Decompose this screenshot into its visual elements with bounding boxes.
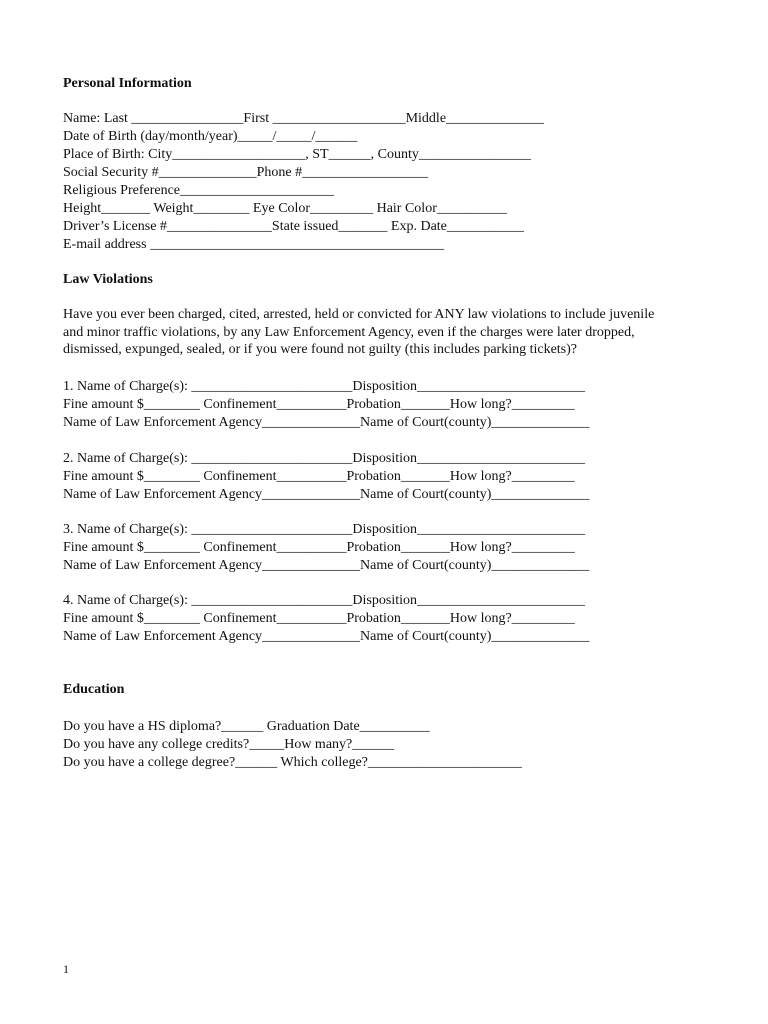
charge-4-fine-line[interactable]: Fine amount $________ Confinement__________Probation_______How long?_________ xyxy=(63,611,575,626)
college-credits-field-line[interactable]: Do you have any college credits?_____How many?______ xyxy=(63,737,395,752)
charge-3-agency-line[interactable]: Name of Law Enforcement Agency______________Name of Court(county)______________ xyxy=(63,558,590,573)
place-of-birth-field-line[interactable]: Place of Birth: City___________________, ST______, County________________ xyxy=(63,147,531,162)
charge-1-name-line[interactable]: 1. Name of Charge(s): _______________________Disposition________________________ xyxy=(63,379,585,394)
question-line: Have you ever been charged, cited, arrested, held or convicted for ANY law violations to include juvenile xyxy=(63,307,655,322)
email-field-line[interactable]: E-mail address __________________________________________ xyxy=(63,237,445,252)
charge-1-agency-line[interactable]: Name of Law Enforcement Agency______________Name of Court(county)______________ xyxy=(63,415,590,430)
question-line: dismissed, expunged, sealed, or if you were found not guilty (this includes parking tickets)? xyxy=(63,342,578,358)
charge-2-agency-line[interactable]: Name of Law Enforcement Agency______________Name of Court(county)______________ xyxy=(63,487,590,502)
charge-4-agency-line[interactable]: Name of Law Enforcement Agency______________Name of Court(county)______________ xyxy=(63,629,590,644)
charge-2-name-line[interactable]: 2. Name of Charge(s): _______________________Disposition________________________ xyxy=(63,451,585,466)
social-security-phone-field-line[interactable]: Social Security #______________Phone #__________________ xyxy=(63,165,429,180)
religious-preference-field-line[interactable]: Religious Preference______________________ xyxy=(63,183,335,198)
charge-2-fine-line[interactable]: Fine amount $________ Confinement__________Probation_______How long?_________ xyxy=(63,469,575,484)
law-violations-question xyxy=(63,306,723,359)
charge-1-fine-line[interactable]: Fine amount $________ Confinement__________Probation_______How long?_________ xyxy=(63,397,575,412)
hs-diploma-field-line[interactable]: Do you have a HS diploma?______ Graduation Date__________ xyxy=(63,719,430,734)
page-number: 1 xyxy=(63,962,69,976)
charge-4-name-line[interactable]: 4. Name of Charge(s): _______________________Disposition________________________ xyxy=(63,593,585,608)
personal-information-heading: Personal Information xyxy=(63,76,192,91)
drivers-license-field-line[interactable]: Driver’s License #_______________State issued_______ Exp. Date___________ xyxy=(63,219,524,234)
date-of-birth-field-line[interactable]: Date of Birth (day/month/year)_____/_____/______ xyxy=(63,129,358,144)
question-line: and minor traffic violations, by any Law Enforcement Agency, even if the charges were later dropped, xyxy=(63,324,635,340)
education-heading: Education xyxy=(63,682,125,697)
name-field-line[interactable]: Name: Last ________________First ___________________Middle______________ xyxy=(63,111,545,126)
college-degree-field-line[interactable]: Do you have a college degree?______ Which college?______________________ xyxy=(63,755,522,770)
physical-description-field-line[interactable]: Height_______ Weight________ Eye Color_________ Hair Color__________ xyxy=(63,201,507,216)
charge-3-fine-line[interactable]: Fine amount $________ Confinement__________Probation_______How long?_________ xyxy=(63,540,575,555)
charge-3-name-line[interactable]: 3. Name of Charge(s): _______________________Disposition________________________ xyxy=(63,522,585,537)
law-violations-heading: Law Violations xyxy=(63,272,153,287)
